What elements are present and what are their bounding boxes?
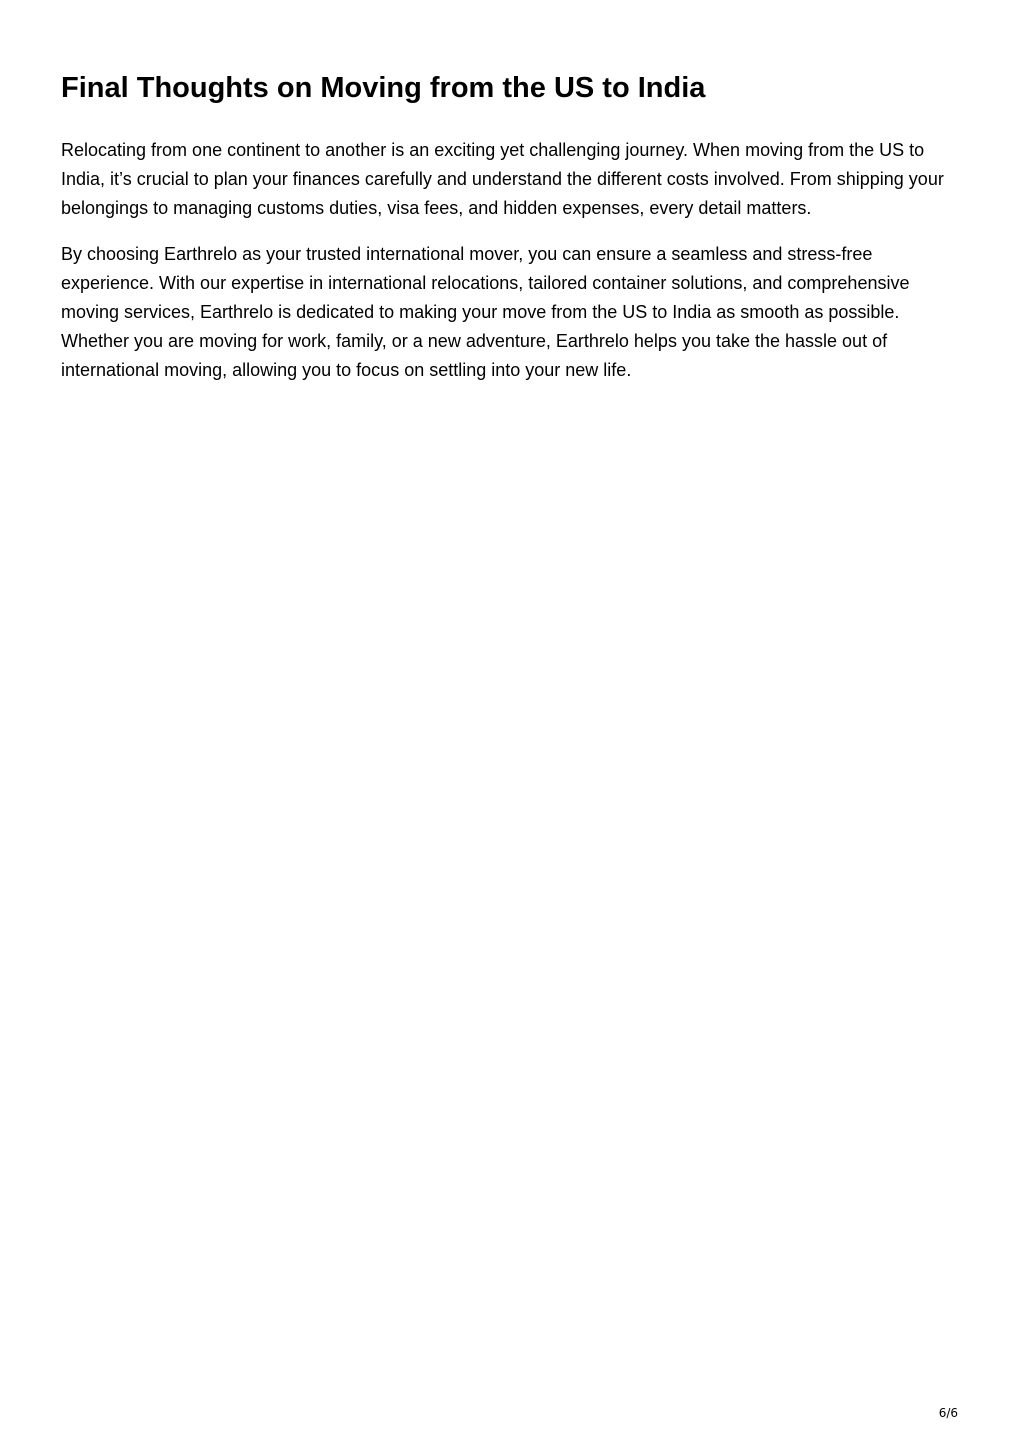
page-number: 6/6 — [938, 1406, 958, 1420]
article-title: Final Thoughts on Moving from the US to India — [61, 72, 706, 104]
article-paragraph-earthrelo: By choosing Earthrelo as your trusted international mover, you can ensure a seamless and stress-free experience. With our expertise in international relocations, tailored container solutions, and comprehensive moving services, Earthrelo is dedicated to making your move from the US to India as smooth as possible. Whether you are moving for work, family, or a new adventure, Earthrelo helps you take the hassle out of international moving, allowing you to focus on settling into your new life. — [61, 244, 910, 380]
article-body — [61, 68, 961, 402]
article-paragraph-intro: Relocating from one continent to another is an exciting yet challenging journey. When moving from the US to India, it’s crucial to plan your finances carefully and understand the different costs involved. From shipping your belongings to managing customs duties, visa fees, and hidden expenses, every detail matters. — [61, 140, 944, 218]
